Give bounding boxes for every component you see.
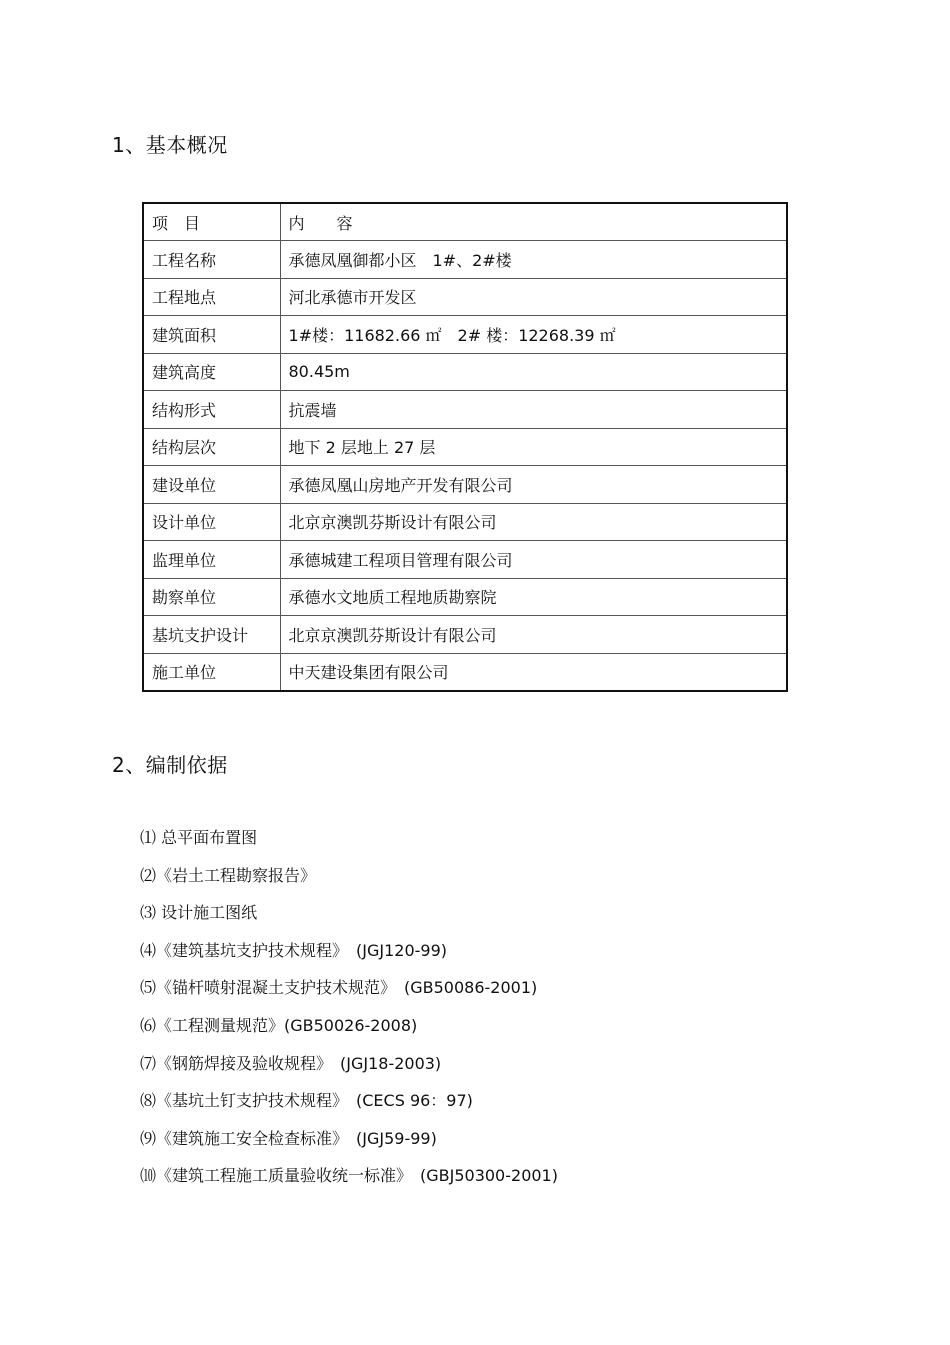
list-item: ⑺《钢筋焊接及验收规程》 (JGJ18-2003) [140,1053,442,1073]
table-cell-value: 1#楼：11682.66 ㎡ 2# 楼：12268.39 ㎡ [280,316,787,354]
table-row [143,578,787,616]
list-item: ⑷《建筑基坑支护技术规程》 (JGJ120-99) [140,940,447,960]
table-cell-value: 中天建设集团有限公司 [280,653,787,691]
table-cell-value: 承德凤凰御都小区 1#、2#楼 [280,241,787,279]
table-cell-label: 施工单位 [143,653,280,691]
table-row [143,353,787,391]
table-row [143,653,787,691]
table-row [143,616,787,654]
table-cell-label: 监理单位 [143,541,280,579]
list-item: ⑹《工程测量规范》(GB50026-2008) [140,1015,418,1035]
table-cell-value: 80.45m [280,353,787,391]
table-cell-label: 设计单位 [143,503,280,541]
table-cell-label: 结构层次 [143,428,280,466]
table-cell-value: 地下 2 层地上 27 层 [280,428,787,466]
table-header-item: 项 目 [143,203,280,241]
list-item: ⑵《岩土工程勘察报告》 [140,865,317,885]
table-row [143,428,787,466]
table-row [143,203,787,241]
table-cell-value: 河北承德市开发区 [280,278,787,316]
table-row [143,466,787,504]
table-row [143,316,787,354]
reference-list [140,826,558,1202]
table-cell-value: 北京京澳凯芬斯设计有限公司 [280,616,787,654]
table-header-content: 内 容 [280,203,787,241]
table-cell-label: 建筑高度 [143,353,280,391]
table-cell-label: 基坑支护设计 [143,616,280,654]
table-cell-label: 建设单位 [143,466,280,504]
table-row [143,503,787,541]
table-cell-value: 抗震墙 [280,391,787,429]
table-cell-value: 北京京澳凯芬斯设计有限公司 [280,503,787,541]
table-cell-label: 工程地点 [143,278,280,316]
list-item: ⑻《基坑土钉支护技术规程》 (CECS 96：97) [140,1091,473,1111]
table-row [143,241,787,279]
list-item: ⑽《建筑工程施工质量验收统一标准》 (GBJ50300-2001) [140,1166,558,1186]
table-cell-label: 结构形式 [143,391,280,429]
table-row [143,541,787,579]
section-title-basis: 2、编制依据 [112,753,228,777]
list-item: ⑴ 总平面布置图 [140,828,258,847]
list-item: ⑼《建筑施工安全检查标准》 (JGJ59-99) [140,1128,437,1148]
table-row [143,278,787,316]
overview-table [142,202,788,692]
list-item: ⑸《锚杆喷射混凝土支护技术规范》 (GB50086-2001) [140,978,538,998]
table-cell-label: 勘察单位 [143,578,280,616]
table-row [143,391,787,429]
list-item: ⑶ 设计施工图纸 [140,903,258,923]
table-cell-value: 承德凤凰山房地产开发有限公司 [280,466,787,504]
table-cell-value: 承德城建工程项目管理有限公司 [280,541,787,579]
table-cell-value: 承德水文地质工程地质勘察院 [280,578,787,616]
table-cell-label: 工程名称 [143,241,280,279]
table-cell-label: 建筑面积 [143,316,280,354]
section-title-overview: 1、基本概况 [112,133,228,157]
